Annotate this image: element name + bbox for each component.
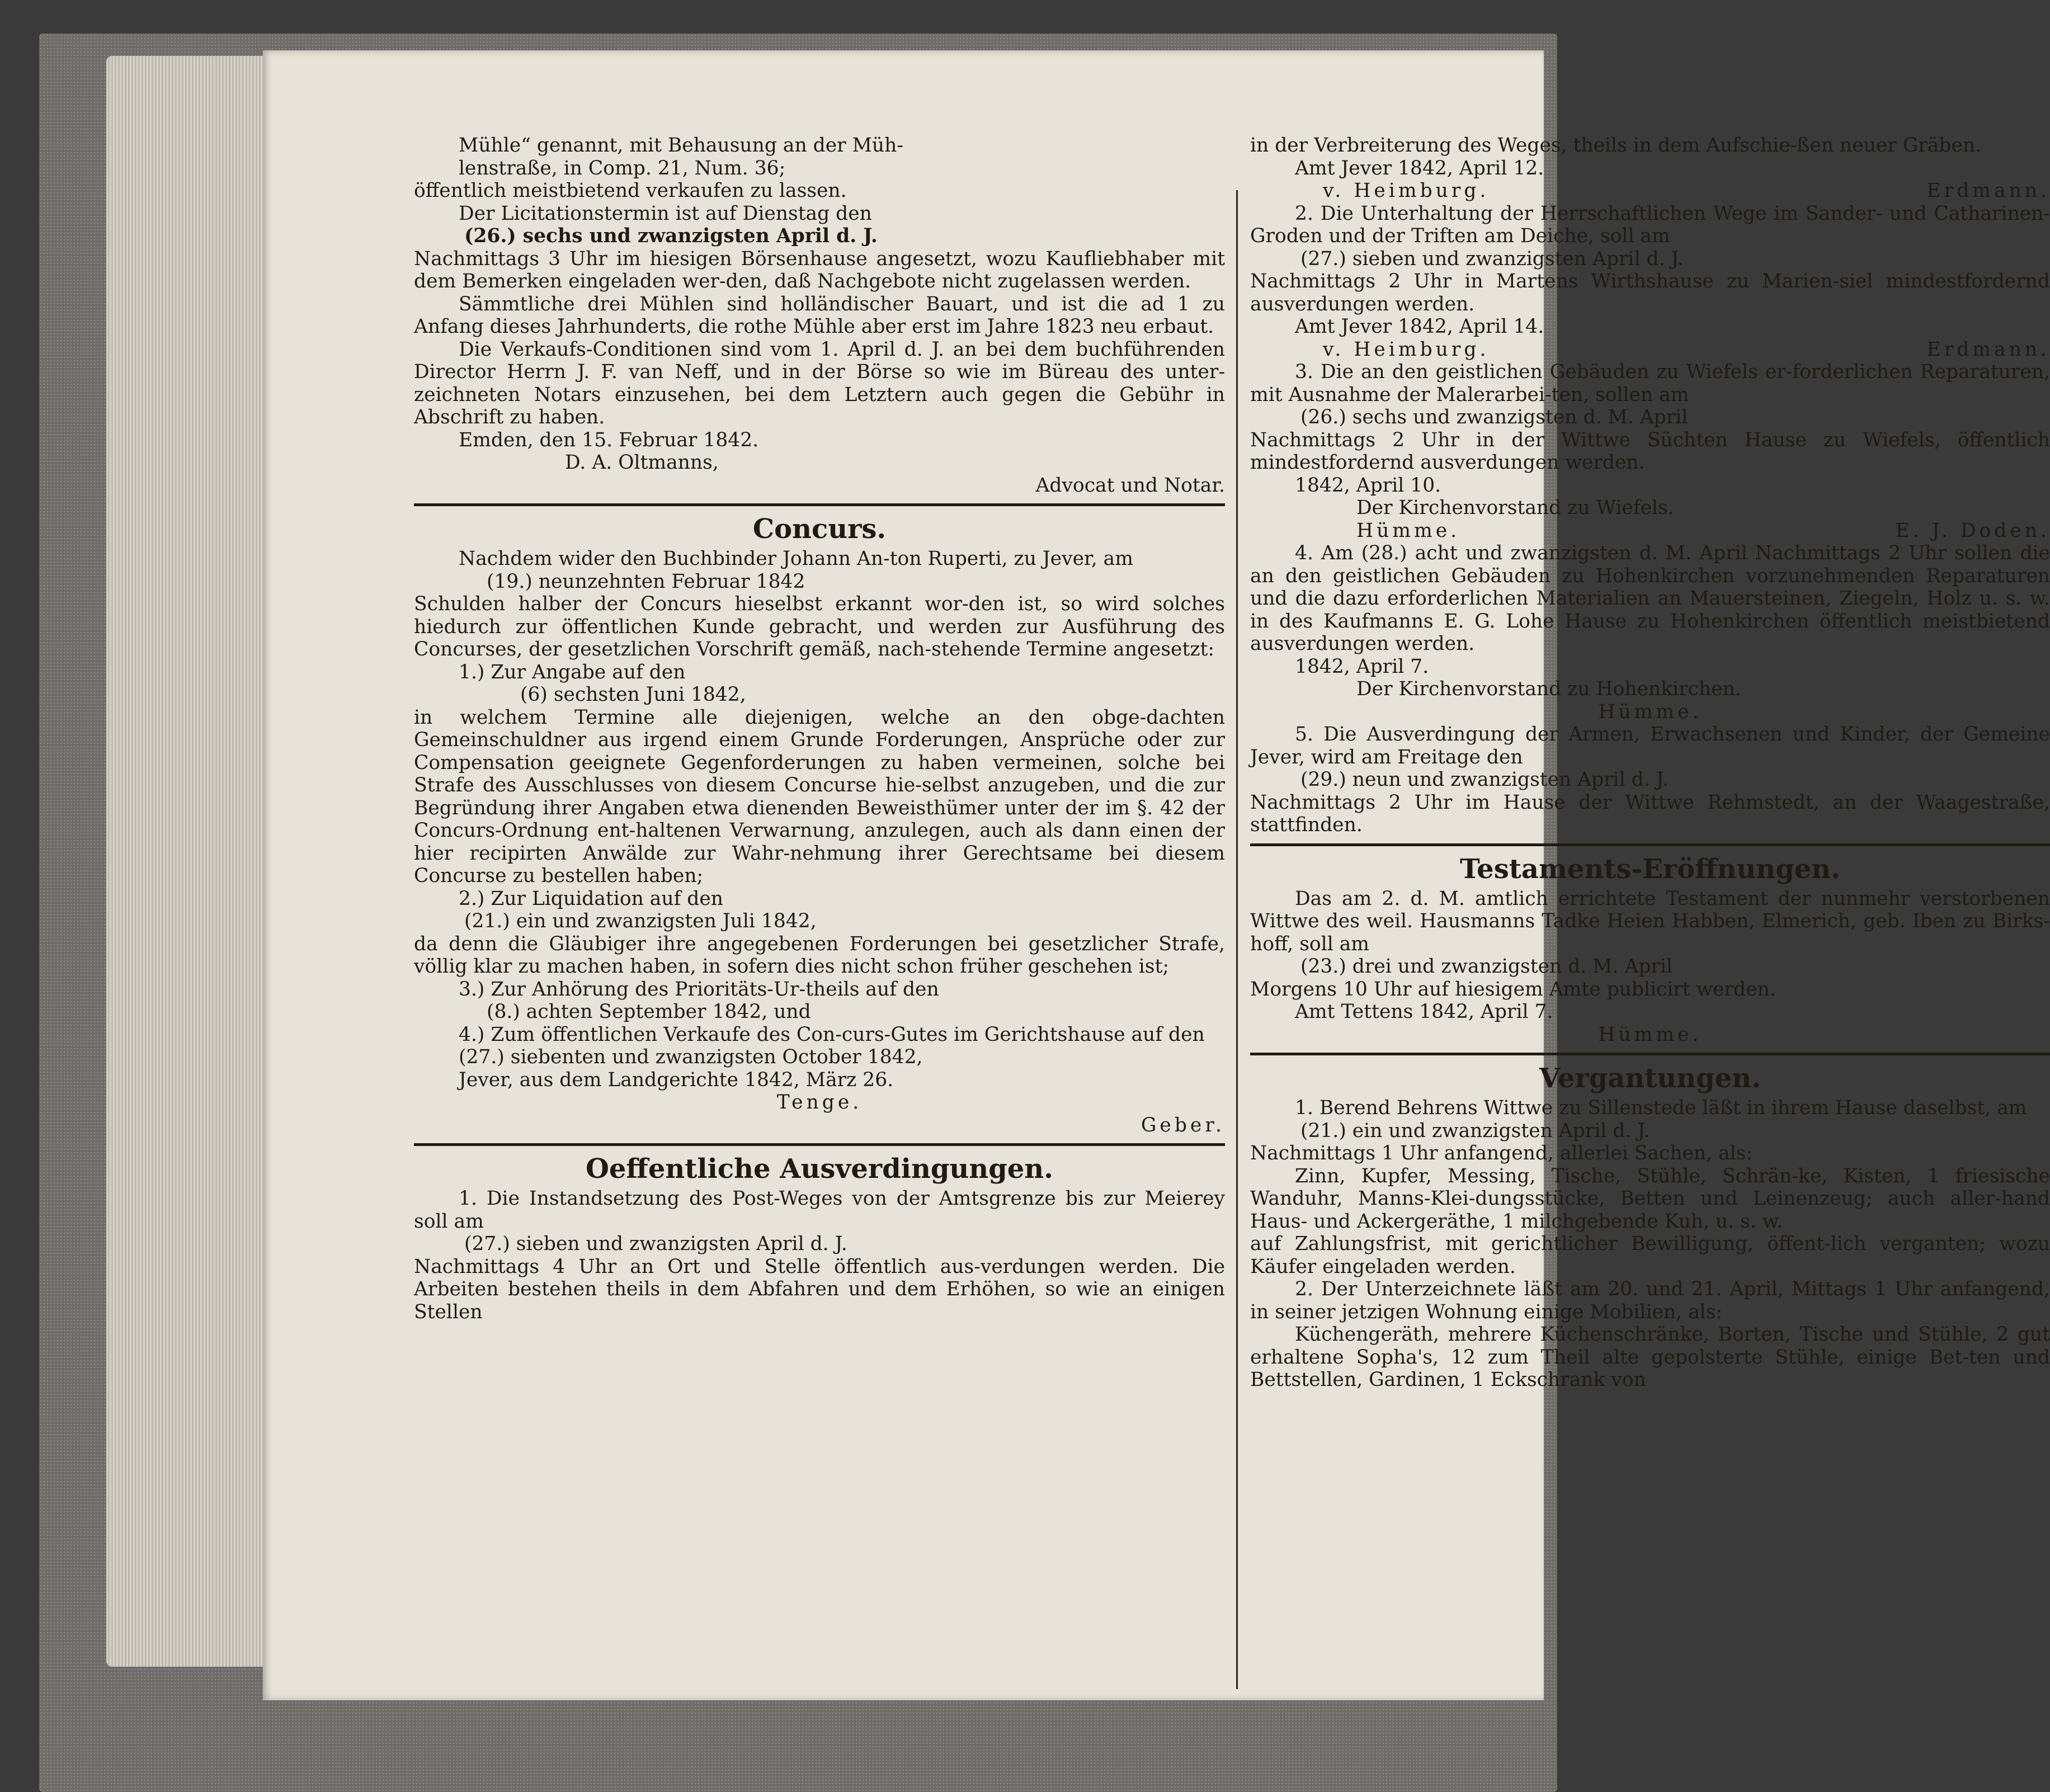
mill-auction-date: (26.) sechs und zwanzigsten April d. J. [464,225,878,247]
mill-notice-date: Emden, den 15. Februar 1842. [459,428,759,451]
ausverd-date-line-2: Amt Jever 1842, April 14. [1295,315,1544,338]
concurs-term-2: 2.) Zur Liquidation auf den [459,887,724,910]
concurs-text-2: Schulden halber der Concurs hieselbst erkannt wor-den ist, so wird solches hiedurch zur öffentlichen Kunde gebracht, und werden zur Ausführung des Concurses, der gesetzlichen Vorschrift gemäß, nach-stehende Termine angesetzt: [414,593,1225,661]
signature-erdmann: Erdmann. [1926,180,2050,202]
ausverdingungen-heading: Oeffentliche Ausverdingungen. [586,1153,1053,1185]
concurs-date-3: (21.) ein und zwanzigsten Juli 1842, [464,910,817,932]
concurs-text-1: Nachdem wider den Buchbinder Johann An-ton Ruperti, zu Jever, am [459,548,1133,570]
concurs-date-5: (27.) siebenten und zwanzigsten October 1842, [459,1046,923,1068]
concurs-signature: Tenge. [776,1091,863,1114]
vergantung-text-2: auf Zahlungsfrist, mit gerichtlicher Bewilligung, öffent-lich verganten; wozu Käufer eingeladen werden. [1250,1233,2050,1278]
column-divider [1236,190,1238,1689]
concurs-place-date: Jever, aus dem Landgerichte 1842, März 26. [459,1068,894,1091]
concurs-term-3: 3.) Zur Anhörung des Prioritäts-Ur-theils auf den [459,978,939,1001]
ausverd-item-3: 3. Die an den geistlichen Gebäuden zu Wiefels er-forderlichen Reparaturen, mit Ausnahme der Malerarbei-ten, sollen am [1250,361,2050,406]
ausverd-date-line-3: 1842, April 10. [1295,474,1441,497]
concurs-date-2: (6) sechsten Juni 1842, [520,683,746,706]
signature-heimburg: v. Heimburg. [1323,338,1490,361]
mill-notice-body-2: Sämmtliche drei Mühlen sind holländischer Bauart, und ist die ad 1 zu Anfang dieses Jahrhunderts, die rothe Mühle aber erst im Jahre 1823 neu erbaut. [414,293,1225,338]
testaments-heading: Testaments-Eröffnungen. [1459,853,1841,885]
signature-heimburg: v. Heimburg. [1323,180,1490,202]
signature-huemme: Hümme. [1598,1023,1702,1046]
ausverd-date-1: (27.) sieben und zwanzigsten April d. J. [464,1233,847,1255]
vergantungen-heading: Vergantungen. [1539,1063,1761,1094]
mill-notice-line-1: Mühle“ genannt, mit Behausung an der Müh- [459,134,904,157]
testament-text-1: Das am 2. d. M. amtlich errichtete Testament der nunmehr verstorbenen Wittwe des weil. Hausmanns Tadke Heien Habben, Elmerich, geb. Iben zu Birks-hoff, soll am [1250,887,2050,955]
ausverd-item-1: 1. Die Instandsetzung des Post-Weges von der Amtsgrenze bis zur Meierey soll am [414,1187,1225,1233]
concurs-date-1: (19.) neunzehnten Februar 1842 [487,570,805,593]
mill-notice-title: Advocat und Notar. [1035,474,1225,497]
ausverd-item-2: 2. Die Unterhaltung der Herrschaftlichen Wege im Sander- und Catharinen-Groden und der Triften am Deiche, soll am [1250,202,2050,247]
ausverd-text-3: Nachmittags 2 Uhr in der Wittwe Süchten Hause zu Wiefels, öffentlich mindestfordernd ausverdungen werden. [1250,428,2050,474]
page-edges [106,56,268,1667]
concurs-term-4: 4.) Zum öffentlichen Verkaufe des Con-curs-Gutes im Gerichtshause auf den [459,1023,1205,1046]
left-column [414,134,1225,1323]
vergantung-item-1: 1. Berend Behrens Wittwe zu Sillenstede läßt in ihrem Hause daselbst, am [1295,1097,2027,1119]
mill-notice-line-3: öffentlich meistbietend verkaufen zu lassen. [414,180,847,202]
vergantung-items-list-2: Küchengeräth, mehrere Küchenschränke, Borten, Tische und Stühle, 2 gut erhaltene Sopha's, 12 zum Theil alte gepolsterte Stühle, einige Bet-ten und Bettstellen, Gardinen, 1 Eckschrank von [1250,1323,2050,1391]
ausverd-text-1: Nachmittags 4 Uhr an Ort und Stelle öffentlich aus-verdungen werden. Die Arbeiten bestehen theils in dem Abfahren und dem Erhöhen, so wie an einigen Stellen [414,1255,1225,1323]
concurs-date-4: (8.) achten September 1842, und [487,1001,811,1023]
signature-huemme: Hümme. [1598,700,1702,723]
mill-notice-signature: D. A. Oltmanns, [565,451,719,474]
concurs-signature-2: Geber. [1141,1114,1225,1136]
ausverd-text-1-cont: in der Verbreiterung des Weges, theils in dem Aufschie-ßen neuer Gräben. [1250,134,1982,157]
testament-date: (23.) drei und zwanzigsten d. M. April [1300,955,1673,978]
mill-notice-body-3: Die Verkaufs-Conditionen sind vom 1. April d. J. an bei dem buchführenden Director Herrn J. F. van Neff, und in der Börse so wie im Büreau des unter-zeichneten Notars einzusehen, bei dem Letztern auch gegen die Gebühr in Abschrift zu haben. [414,338,1225,428]
concurs-text-3: in welchem Termine alle diejenigen, welche an den obge-dachten Gemeinschuldner aus irgend einem Grunde Forderungen, Ansprüche oder zur Compensation geeignete Gegenforderungen zu haben vermeinen, solche bei Strafe des Ausschlusses von diesem Concurse hie-selbst anzugeben, und die zur Begründung ihrer Angaben etwa dienenden Beweisthümer unter der im §. 42 der Concurs-Ordnung ent-haltenen Verwarnung, anzulegen, auch als dann einen der hier recipirten Anwälde zur Wahr-nehmung ihrer Gerechtsame bei diesem Concurse zu bestellen haben; [414,706,1225,887]
ausverd-date-5: (29.) neun und zwanzigsten April d. J. [1300,768,1669,791]
signature-erdmann: Erdmann. [1926,338,2050,361]
ausverd-date-line-4: 1842, April 7. [1295,655,1429,678]
testament-date-line: Amt Tettens 1842, April 7. [1295,1001,1553,1023]
concurs-term-1: 1.) Zur Angabe auf den [459,661,686,683]
ausverd-org-3: Der Kirchenvorstand zu Wiefels. [1356,497,1674,519]
newspaper-page [263,50,2050,1700]
section-rule [414,503,1225,506]
ausverd-date-line-1: Amt Jever 1842, April 12. [1295,157,1544,180]
signature-doden: E. J. Doden. [1895,519,2050,542]
ausverd-signatures-2 [1250,338,2050,361]
mill-notice-line-2: lenstraße, in Comp. 21, Num. 36; [459,157,786,180]
testament-text-2: Morgens 10 Uhr auf hiesigem Amte publicirt werden. [1250,978,1776,1001]
concurs-text-4: da denn die Gläubiger ihre angegebenen Forderungen bei gesetzlicher Strafe, völlig klar zu machen haben, in sofern dies nicht schon früher geschehen ist; [414,932,1225,978]
vergantung-date-1: (21.) ein und zwanzigsten April d. J. [1300,1119,1650,1142]
section-rule [1250,1053,2050,1055]
mill-notice-line-4: Der Licitationstermin ist auf Dienstag den [459,202,872,225]
mill-notice-body-1: Nachmittags 3 Uhr im hiesigen Börsenhause angesetzt, wozu Kaufliebhaber mit dem Bemerken eingeladen wer-den, daß Nachgebote nicht zugelassen werden. [414,247,1225,293]
ausverd-text-5: Nachmittags 2 Uhr im Hause der Wittwe Rehmstedt, an der Waagestraße, stattfinden. [1250,791,2050,836]
ausverd-signatures-1 [1250,180,2050,202]
section-rule [1250,843,2050,846]
right-column [1250,134,2050,1392]
ausverd-text-2: Nachmittags 2 Uhr in Martens Wirthshause zu Marien-siel mindestfordernd ausverdungen werden. [1250,270,2050,315]
concurs-heading: Concurs. [752,513,887,545]
section-rule [414,1143,1225,1146]
ausverd-date-3: (26.) sechs und zwanzigsten d. M. April [1300,406,1688,428]
vergantung-text-1: Nachmittags 1 Uhr anfangend, allerlei Sachen, als: [1250,1142,1753,1164]
ausverd-date-2: (27.) sieben und zwanzigsten April d. J. [1300,247,1684,270]
signature-huemme: Hümme. [1356,519,1460,542]
ausverd-item-4: 4. Am (28.) acht und zwanzigsten d. M. April Nachmittags 2 Uhr sollen die an den geistlichen Gebäuden zu Hohenkirchen vorzunehmenden Reparaturen und die dazu erforderlichen Materialien an Mauersteinen, Ziegeln, Holz u. s. w. in des Kaufmanns E. G. Lohe Hause zu Hohenkirchen öffentlich meistbietend ausverdungen werden. [1250,542,2050,655]
vergantung-items-list-1: Zinn, Kupfer, Messing, Tische, Stühle, Schrän-ke, Kisten, 1 friesische Wanduhr, Manns-Klei-dungsstücke, Betten und Leinenzeug; auch aller-hand Haus- und Ackergeräthe, 1 milchgebende Kuh, u. s. w. [1250,1164,2050,1233]
ausverd-signatures-3 [1250,520,2050,543]
ausverd-item-5: 5. Die Ausverdingung der Armen, Erwachsenen und Kinder, der Gemeine Jever, wird am Freitage den [1250,723,2050,768]
vergantung-item-2: 2. Der Unterzeichnete läßt am 20. und 21. April, Mittags 1 Uhr anfangend, in seiner jetzigen Wohnung einige Mobilien, als: [1250,1278,2050,1323]
ausverd-org-4: Der Kirchenvorstand zu Hohenkirchen. [1356,678,1741,700]
